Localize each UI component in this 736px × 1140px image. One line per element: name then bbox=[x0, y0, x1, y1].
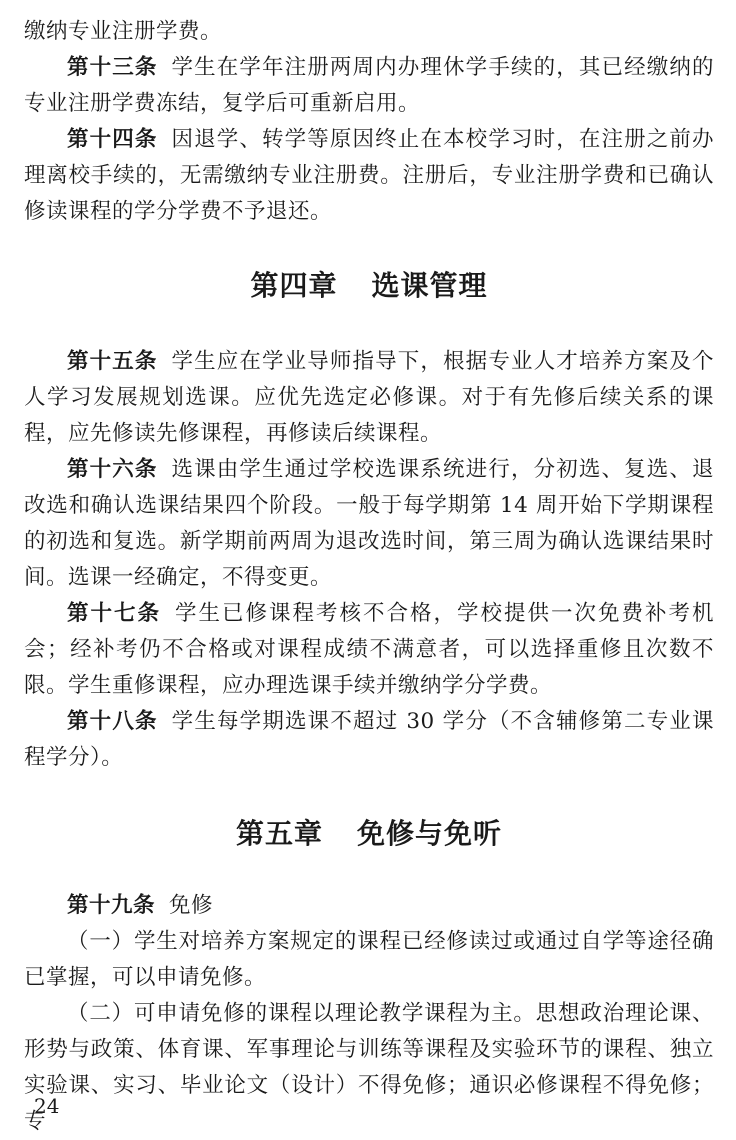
paragraph-continuation: 缴纳专业注册学费。 bbox=[24, 19, 223, 44]
article-17 bbox=[24, 596, 714, 704]
list-item-1: （一）学生对培养方案规定的课程已经修读过或通过自学等途径确已掌握，可以申请免修。 bbox=[24, 929, 714, 990]
article-text: 学生在学年注册两周内办理休学手续的，其已经缴纳的专业注册学费冻结，复学后可重新启用。 bbox=[24, 55, 714, 116]
article-text: 学生已修课程考核不合格，学校提供一次免费补考机会；经补考仍不合格或对课程成绩不满意者，可以选择重修且次数不限。学生重修课程，应办理选课手续并缴纳学分学费。 bbox=[24, 601, 714, 698]
article-19 bbox=[24, 888, 714, 924]
article-label: 第十七条 bbox=[67, 601, 161, 626]
chapter-heading-5 bbox=[24, 812, 714, 852]
article-text: 选课由学生通过学校选课系统进行，分初选、复选、退改选和确认选课结果四个阶段。一般于每学期第 14 周开始下学期课程的初选和复选。新学期前两周为退改选时间，第三周为确认选课结果时间。选课一经确定，不得变更。 bbox=[24, 457, 714, 590]
article-text: 学生应在学业导师指导下，根据专业人才培养方案及个人学习发展规划选课。应优先选定必修课。对于有先修后续关系的课程，应先修读先修课程，再修读后续课程。 bbox=[24, 349, 714, 446]
article-13 bbox=[24, 50, 714, 122]
article-18 bbox=[24, 704, 714, 776]
chapter-title: 免修与免听 bbox=[357, 817, 503, 850]
article-label: 第十五条 bbox=[67, 349, 158, 374]
article-label: 第十四条 bbox=[67, 127, 158, 152]
chapter-heading-4 bbox=[24, 264, 714, 304]
list-item-2: （二）可申请免修的课程以理论教学课程为主。思想政治理论课、形势与政策、体育课、军事理论与训练等课程及实验环节的课程、独立实验课、实习、毕业论文（设计）不得免修；通识必修课程不得免修；专 bbox=[24, 1001, 714, 1134]
article-15 bbox=[24, 344, 714, 452]
article-16 bbox=[24, 452, 714, 596]
chapter-number: 第四章 bbox=[250, 269, 338, 302]
article-text: 学生每学期选课不超过 30 学分（不含辅修第二专业课程学分）。 bbox=[24, 709, 714, 770]
page-number: 24 bbox=[34, 1094, 60, 1118]
chapter-title: 选课管理 bbox=[371, 269, 488, 302]
article-label: 第十九条 bbox=[67, 893, 156, 918]
article-label: 第十三条 bbox=[67, 55, 158, 80]
document-page bbox=[24, 14, 714, 1140]
article-14 bbox=[24, 122, 714, 230]
article-label: 第十八条 bbox=[67, 709, 158, 734]
article-label: 第十六条 bbox=[67, 457, 158, 482]
chapter-number: 第五章 bbox=[235, 817, 323, 850]
article-text: 免修 bbox=[169, 893, 214, 918]
article-text: 因退学、转学等原因终止在本校学习时，在注册之前办理离校手续的，无需缴纳专业注册费。注册后，专业注册学费和已确认修读课程的学分学费不予退还。 bbox=[24, 127, 714, 224]
